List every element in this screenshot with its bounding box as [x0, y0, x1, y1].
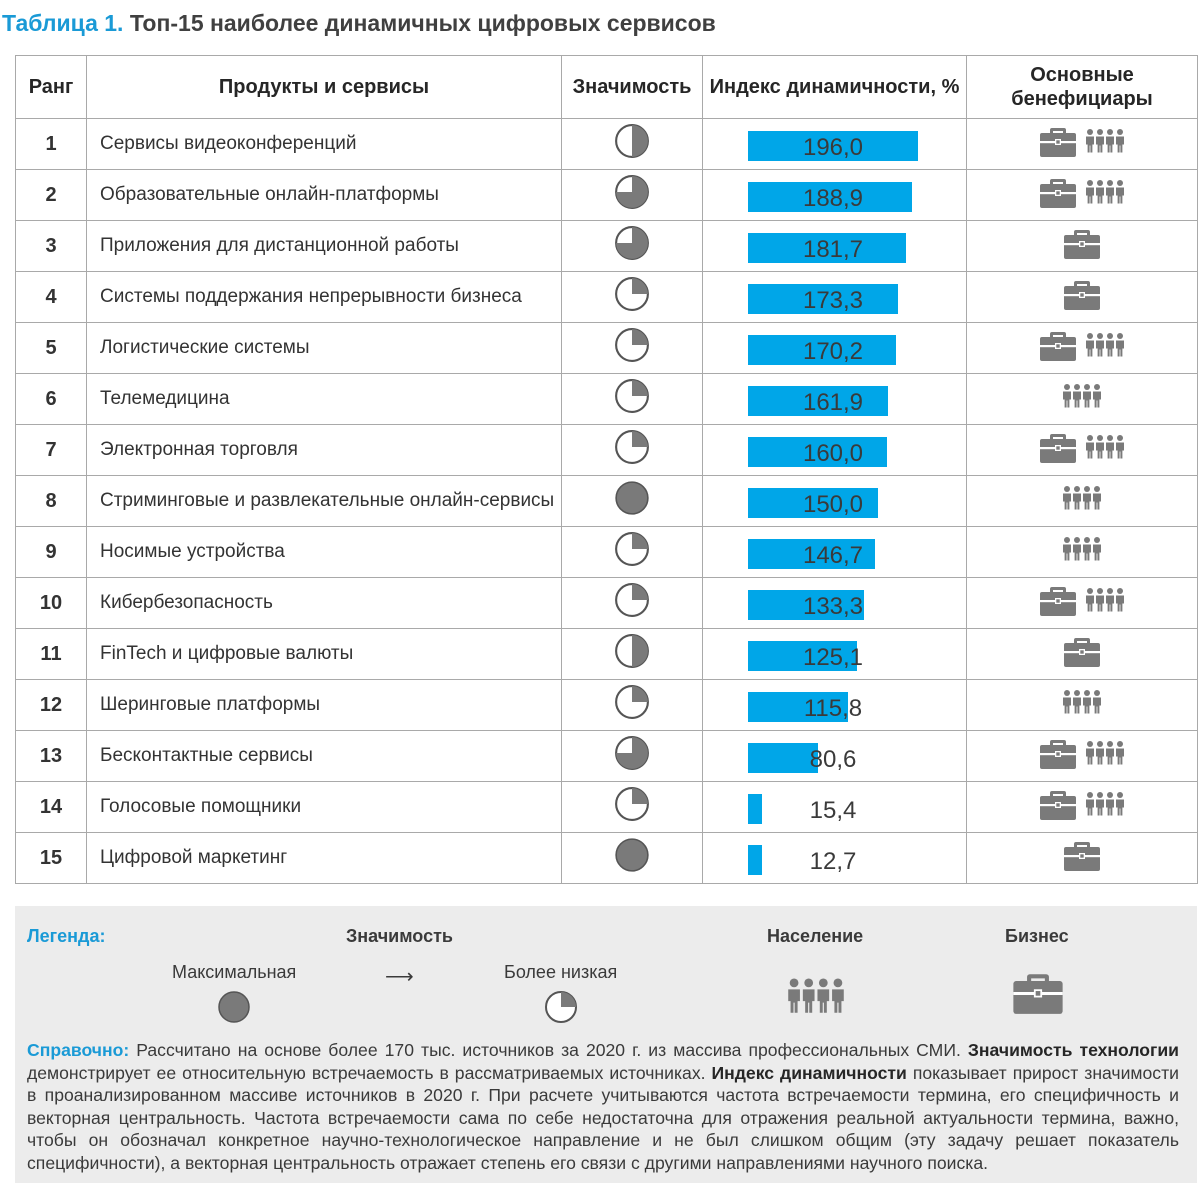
row-dynamics-index [703, 323, 967, 374]
note-text-2: демонстрирует ее относительную встречаемость в рассматриваемых источниках. [27, 1062, 712, 1083]
legend-business-icon [1012, 968, 1064, 1021]
index-value: 196,0 [802, 134, 864, 161]
row-significance [562, 731, 703, 782]
legend-business-title: Бизнес [1005, 926, 1069, 946]
row-rank: 1 [16, 119, 87, 170]
note-text-3: показывает прирост значимости в проанализированном массиве источников в 2020 г. При расчете учитываются частота встречаемости термина, его специфичность и векторная центральность. Частота встречаемости сама по себе недостаточна для отражения реальной актуальности термина, важно, чтобы он обозначал конкретное научно-технологическое направление и не был слишком общим (эту задачу решает показатель специфичности), а векторная центральность отражает степень его связи с другими направлениями научного поиска. [27, 1062, 1179, 1173]
row-significance [562, 272, 703, 323]
significance-pie-icon [614, 225, 650, 267]
row-dynamics-index [703, 221, 967, 272]
row-dynamics-index [703, 425, 967, 476]
index-value: 150,0 [802, 491, 864, 518]
row-service-name: Системы поддержания непрерывности бизнеса [87, 272, 562, 323]
row-dynamics-index [703, 629, 967, 680]
business-briefcase-icon [1063, 277, 1101, 317]
business-briefcase-icon [1039, 124, 1077, 164]
significance-pie-icon [614, 684, 650, 726]
significance-pie-icon [614, 480, 650, 522]
business-briefcase-icon [1039, 736, 1077, 776]
note-term-index: Индекс динамичности [711, 1062, 907, 1083]
index-value: 80,6 [809, 746, 857, 773]
row-beneficiaries [967, 833, 1198, 884]
index-value: 188,9 [802, 185, 864, 212]
index-value: 170,2 [802, 338, 864, 365]
index-bar [748, 794, 762, 824]
services-table [15, 55, 1198, 884]
row-rank: 15 [16, 833, 87, 884]
significance-pie-icon [614, 582, 650, 624]
index-value: 115,8 [803, 695, 863, 722]
row-beneficiaries [967, 221, 1198, 272]
index-bar [748, 845, 762, 875]
row-rank: 2 [16, 170, 87, 221]
index-value: 133,3 [802, 593, 864, 620]
table-row [16, 680, 1198, 731]
row-dynamics-index [703, 170, 967, 221]
significance-pie-icon [614, 735, 650, 777]
row-service-name: Кибербезопасность [87, 578, 562, 629]
population-people-icon [1062, 689, 1102, 721]
row-rank: 11 [16, 629, 87, 680]
row-significance [562, 833, 703, 884]
row-rank: 10 [16, 578, 87, 629]
header-index: Индекс динамичности, % [703, 56, 967, 119]
row-significance [562, 782, 703, 833]
table-header-row [16, 56, 1198, 119]
row-rank: 3 [16, 221, 87, 272]
significance-pie-icon [614, 837, 650, 879]
legend-panel [15, 906, 1197, 1183]
population-people-icon [1085, 587, 1125, 619]
row-service-name: Логистические системы [87, 323, 562, 374]
row-beneficiaries [967, 680, 1198, 731]
table-row [16, 527, 1198, 578]
population-people-icon [1062, 485, 1102, 517]
significance-pie-icon [614, 786, 650, 828]
business-briefcase-icon [1039, 583, 1077, 623]
row-service-name: Стриминговые и развлекательные онлайн-сервисы [87, 476, 562, 527]
row-service-name: Телемедицина [87, 374, 562, 425]
legend-full-pie-icon [217, 990, 251, 1029]
row-service-name: Шеринговые платформы [87, 680, 562, 731]
legend-arrow: ⟶ [385, 966, 414, 988]
significance-pie-icon [614, 174, 650, 216]
row-significance [562, 323, 703, 374]
index-value: 12,7 [809, 848, 857, 875]
table-row [16, 272, 1198, 323]
population-people-icon [1085, 128, 1125, 160]
row-rank: 8 [16, 476, 87, 527]
table-row [16, 170, 1198, 221]
legend-max-label: Максимальная [172, 962, 297, 982]
table-row [16, 221, 1198, 272]
index-value: 181,7 [802, 236, 864, 263]
row-dynamics-index [703, 476, 967, 527]
population-people-icon [1085, 740, 1125, 772]
row-service-name: FinTech и цифровые валюты [87, 629, 562, 680]
index-value: 15,4 [809, 797, 857, 824]
row-significance [562, 425, 703, 476]
row-rank: 4 [16, 272, 87, 323]
row-beneficiaries [967, 782, 1198, 833]
row-beneficiaries [967, 731, 1198, 782]
business-briefcase-icon [1039, 328, 1077, 368]
row-rank: 13 [16, 731, 87, 782]
legend-population-icon [786, 977, 846, 1020]
legend-population-title: Население [767, 926, 864, 946]
population-people-icon [1085, 434, 1125, 466]
population-people-icon [1085, 179, 1125, 211]
row-significance [562, 680, 703, 731]
row-beneficiaries [967, 425, 1198, 476]
row-beneficiaries [967, 578, 1198, 629]
row-beneficiaries [967, 323, 1198, 374]
business-briefcase-icon [1039, 430, 1077, 470]
table-title [2, 10, 716, 37]
business-briefcase-icon [1039, 175, 1077, 215]
row-dynamics-index [703, 782, 967, 833]
legend-low-label: Более низкая [504, 962, 618, 982]
row-beneficiaries [967, 119, 1198, 170]
legend-quarter-pie-icon [544, 990, 578, 1029]
row-beneficiaries [967, 476, 1198, 527]
row-service-name: Бесконтактные сервисы [87, 731, 562, 782]
index-value: 173,3 [802, 287, 864, 314]
row-dynamics-index [703, 731, 967, 782]
header-products: Продукты и сервисы [87, 56, 562, 119]
row-significance [562, 527, 703, 578]
row-service-name: Носимые устройства [87, 527, 562, 578]
row-beneficiaries [967, 527, 1198, 578]
note-term-significance: Значимость технологии [967, 1040, 1179, 1060]
row-dynamics-index [703, 680, 967, 731]
table-row [16, 425, 1198, 476]
row-service-name: Сервисы видеоконференций [87, 119, 562, 170]
row-significance [562, 578, 703, 629]
table-row [16, 119, 1198, 170]
table-row [16, 578, 1198, 629]
business-briefcase-icon [1063, 226, 1101, 266]
row-dynamics-index [703, 578, 967, 629]
business-briefcase-icon [1063, 838, 1101, 878]
index-value: 161,9 [802, 389, 864, 416]
row-service-name: Электронная торговля [87, 425, 562, 476]
population-people-icon [1062, 536, 1102, 568]
row-rank: 5 [16, 323, 87, 374]
note-text-1: Рассчитано на основе более 170 тыс. источников за 2020 г. из массива профессиональных СМИ. [129, 1040, 968, 1060]
header-rank: Ранг [16, 56, 87, 119]
row-beneficiaries [967, 629, 1198, 680]
row-significance [562, 221, 703, 272]
significance-pie-icon [614, 429, 650, 471]
row-beneficiaries [967, 272, 1198, 323]
header-beneficiaries: Основные бенефициары [967, 56, 1198, 119]
significance-pie-icon [614, 276, 650, 318]
population-people-icon [1085, 791, 1125, 823]
row-service-name: Голосовые помощники [87, 782, 562, 833]
row-significance [562, 476, 703, 527]
row-dynamics-index [703, 527, 967, 578]
row-significance [562, 374, 703, 425]
row-significance [562, 629, 703, 680]
table-row [16, 323, 1198, 374]
row-rank: 12 [16, 680, 87, 731]
table-row [16, 374, 1198, 425]
table-row [16, 782, 1198, 833]
row-dynamics-index [703, 833, 967, 884]
row-rank: 14 [16, 782, 87, 833]
business-briefcase-icon [1039, 787, 1077, 827]
table-row [16, 833, 1198, 884]
significance-pie-icon [614, 633, 650, 675]
row-service-name: Цифровой маркетинг [87, 833, 562, 884]
row-dynamics-index [703, 119, 967, 170]
row-service-name: Образовательные онлайн-платформы [87, 170, 562, 221]
row-service-name: Приложения для дистанционной работы [87, 221, 562, 272]
significance-pie-icon [614, 531, 650, 573]
table-row [16, 476, 1198, 527]
legend-significance-title: Значимость [346, 926, 453, 946]
table-row [16, 731, 1198, 782]
row-dynamics-index [703, 272, 967, 323]
table-number: Таблица 1. [2, 10, 124, 36]
population-people-icon [1062, 383, 1102, 415]
business-briefcase-icon [1063, 634, 1101, 674]
index-value: 160,0 [802, 440, 864, 467]
index-value: 146,7 [802, 542, 864, 569]
row-rank: 7 [16, 425, 87, 476]
table-row [16, 629, 1198, 680]
significance-pie-icon [614, 327, 650, 369]
population-people-icon [1085, 332, 1125, 364]
row-dynamics-index [703, 374, 967, 425]
note-lead: Справочно: [27, 1040, 130, 1060]
row-beneficiaries [967, 170, 1198, 221]
row-significance [562, 170, 703, 221]
index-value: 125,1 [802, 644, 864, 671]
header-significance: Значимость [562, 56, 703, 119]
significance-pie-icon [614, 123, 650, 165]
legend-label: Легенда: [27, 926, 106, 946]
significance-pie-icon [614, 378, 650, 420]
row-rank: 6 [16, 374, 87, 425]
row-beneficiaries [967, 374, 1198, 425]
row-rank: 9 [16, 527, 87, 578]
table-title-text: Топ-15 наиболее динамичных цифровых сервисов [129, 10, 716, 36]
reference-note [27, 1039, 1179, 1175]
row-significance [562, 119, 703, 170]
